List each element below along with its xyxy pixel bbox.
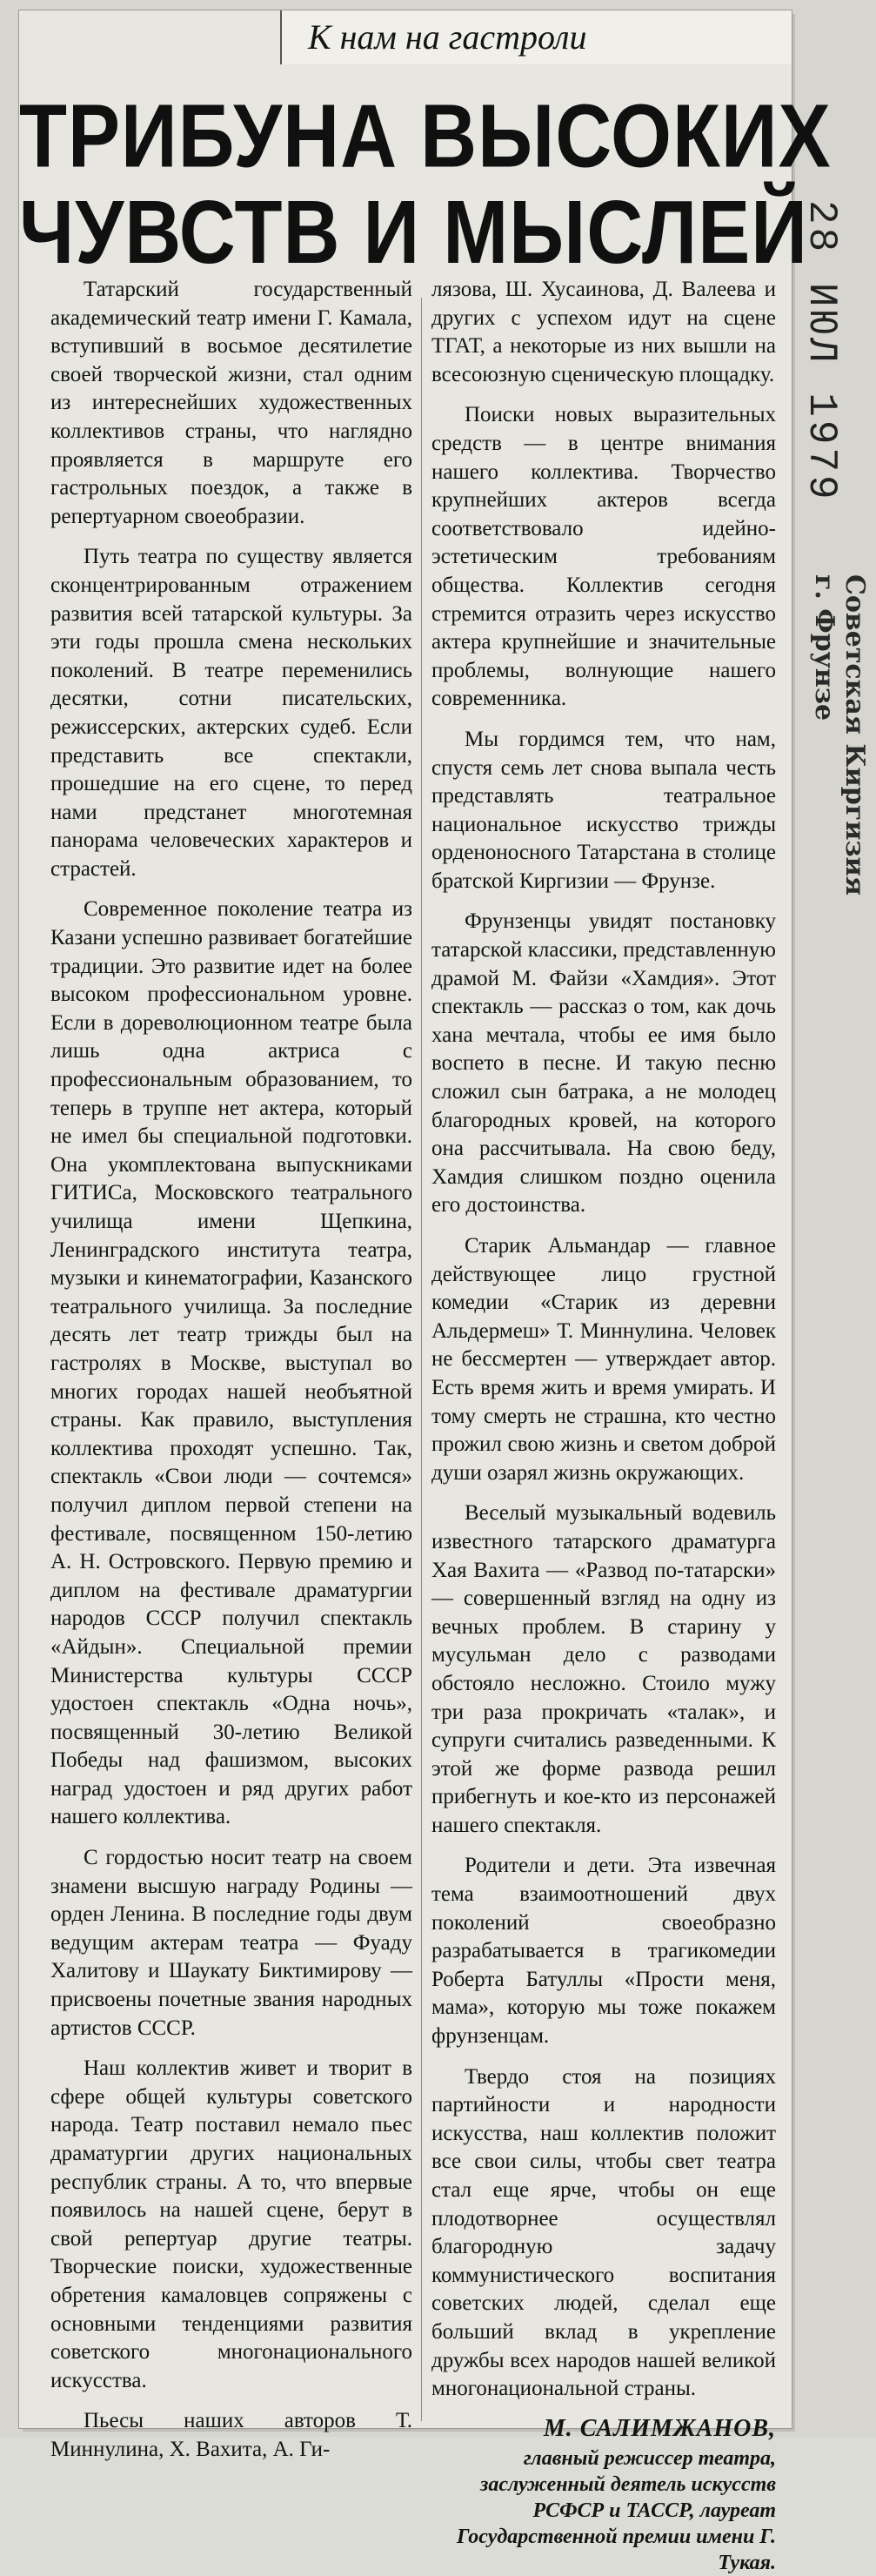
headline-line-1: ТРИБУНА ВЫСОКИХ xyxy=(19,86,832,187)
paragraph: Родители и дети. Эта извечная тема взаимоотношений двух поколений своеобразно разрабатывается в трагикомедии Роберта Батуллы «Прости меня, мама», которую мы тоже покажем фрунзенцам. xyxy=(431,1854,776,2049)
section-rubric: К нам на гастроли xyxy=(280,10,792,64)
paragraph: Веселый музыкальный водевиль известного татарского драматурга Хая Вахита — «Развод по-татарски» — совершенный взгляд на одну из вечных проблем. В старину у мусульман дело с разводами обстояло несложно. Стоило мужу три раза прокричать «талак», и супруги считались разведенными. К этой же форме развода решил прибегнуть и кое-кто из персонажей нашего спектакля. xyxy=(431,1501,776,1837)
paragraph: Фрунзенцы увидят постановку татарской классики, представленную драмой М. Файзи «Хамдия». Этот спектакль — рассказ о том, как дочь хана мечтала, чтобы ее имя было воспето в песне. И такую песню сложил сын батрака, а не молодец благородных кровей, на которого она рассчитывала. На свою беду, Хамдия слишком поздно оценила его достоинства. xyxy=(431,909,776,1218)
author-signature xyxy=(431,2416,776,2576)
article-column-right xyxy=(431,276,776,2576)
paragraph: Твердо стоя на позициях партийности и народности искусства, наш коллектив положит все свои силы, чтобы свет театра стал еще ярче, чтобы он еще плодотворнее осуществлял благородную задачу коммунистического воспитания советских людей, сделал еще больший вклад в укрепление дружбы всех народов нашей великой многонациональной страны. xyxy=(431,2064,776,2401)
paragraph: Татарский государственный академический театр имени Г. Камала, вступивший в восьмое десятилетие своей творческой жизни, стал одним из интереснейших художественных коллективов страны, что наглядно проявляется в маршруте его гастрольных поездок, а также в репертуарном своеобразии. xyxy=(50,278,412,528)
article-column-left xyxy=(50,276,412,2477)
paragraph: лязова, Ш. Хусаинова, Д. Валеева и других с успехом идут на сцене ТГАТ, а некоторые из них вышли на всесоюзную сценическую площадку. xyxy=(431,278,776,386)
author-credentials: главный режиссер театра, заслуженный деятель искусств РСФСР и ТАССР, лауреат Государственной премии имени Г. Тукая. xyxy=(457,2446,776,2574)
paragraph: Поиски новых выразительных средств — в центре внимания нашего коллектива. Творчество крупнейших актеров всегда соответствовало идейно-эстетическим требованиям общества. Коллектив сегодня стремится отразить через искусство актера крупнейшие и значительные проблемы, волнующие нашего современника. xyxy=(431,403,776,711)
paragraph: С гордостью носит театр на своем знамени высшую награду Родины — орден Ленина. В последние годы двум ведущим актерам театра — Фуаду Халитову и Шаукату Биктимирову — присвоены почетные звания народных артистов СССР. xyxy=(50,1846,412,2040)
column-divider xyxy=(421,298,422,2421)
headline-line-2: ЧУВСТВ И МЫСЛЕЙ xyxy=(19,183,808,284)
article-headline xyxy=(19,86,832,284)
source-stamp xyxy=(809,574,870,896)
paragraph: Мы гордимся тем, что нам, спустя семь лет снова выпала честь представлять театральное национальное искусство трижды орденоносного Татарстана в столице братской Киргизии — Фрунзе. xyxy=(431,727,776,893)
paragraph: Наш коллектив живет и творит в сфере общей культуры советского народа. Театр поставил немало пьес драматургии других национальных республик страны. А то, что впервые появилось на нашей сцене, берут в свой репертуар другие театры. Творческие поиски, художественные обретения камаловцев сопряжены с основными тенденциями развития советского многонационального искусства. xyxy=(50,2056,412,2392)
source-newspaper: Советская Киргизия xyxy=(839,574,870,896)
paragraph: Современное поколение театра из Казани успешно развивает богатейшие традиции. Это развитие идет на более высоком профессиональном уровне. Если в дореволюционном театре была лишь одна актриса с профессиональным образованием, то теперь в труппе нет актера, который не имел бы специальной подготовки. Она укомплектована выпускниками ГИТИСа, Московского театрального училища имени Щепкина, Ленинградского института театра, музыки и кинематографии, Казанского театрального училища. За последние десять лет театр трижды был на гастролях в Москве, выступал во многих городах нашей необъятной страны. Как правило, выступления коллектива проходят успешно. Так, спектакль «Свои люди — сочтемся» получил диплом первой степени на фестивале, посвященном 150-летию А. Н. Островского. Первую премию и диплом на фестивале драматургии народов СССР получил спектакль «Айдын». Специальной премии Министерства культуры СССР удостоен спектакль «Одна ночь», посвященный 30-летию Великой Победы над фашизмом, высоких наград удостоен и ряд других работ нашего коллектива. xyxy=(50,897,412,1829)
paragraph: Пьесы наших авторов Т. Миннулина, Х. Вахита, А. Ги- xyxy=(50,2409,412,2461)
paragraph: Путь театра по существу является сконцентрированным отражением развития всей татарской культуры. За эти годы прошла смена нескольких поколений. В театре переменились десятки, сотни писательских, режиссерских, актерских судеб. Если представить все спектакли, прошедшие на его сцене, то перед нами предстанет многотемная панорама человеческих характеров и страстей. xyxy=(50,545,412,881)
date-stamp: 28 ИЮЛ 1979 xyxy=(799,200,844,503)
paragraph: Старик Альмандар — главное действующее лицо грустной комедии «Старик из деревни Альдермеш» Т. Миннулина. Человек не бессмертен — утверждает автор. Есть время жить и время умирать. И тому смерть не страшна, кто честно прожил свою жизнь и светом доброй души озарял жизнь окружающих. xyxy=(431,1234,776,1485)
source-city: г. Фрунзе xyxy=(809,574,839,721)
author-name: М. САЛИМЖАНОВ, xyxy=(543,2414,776,2442)
